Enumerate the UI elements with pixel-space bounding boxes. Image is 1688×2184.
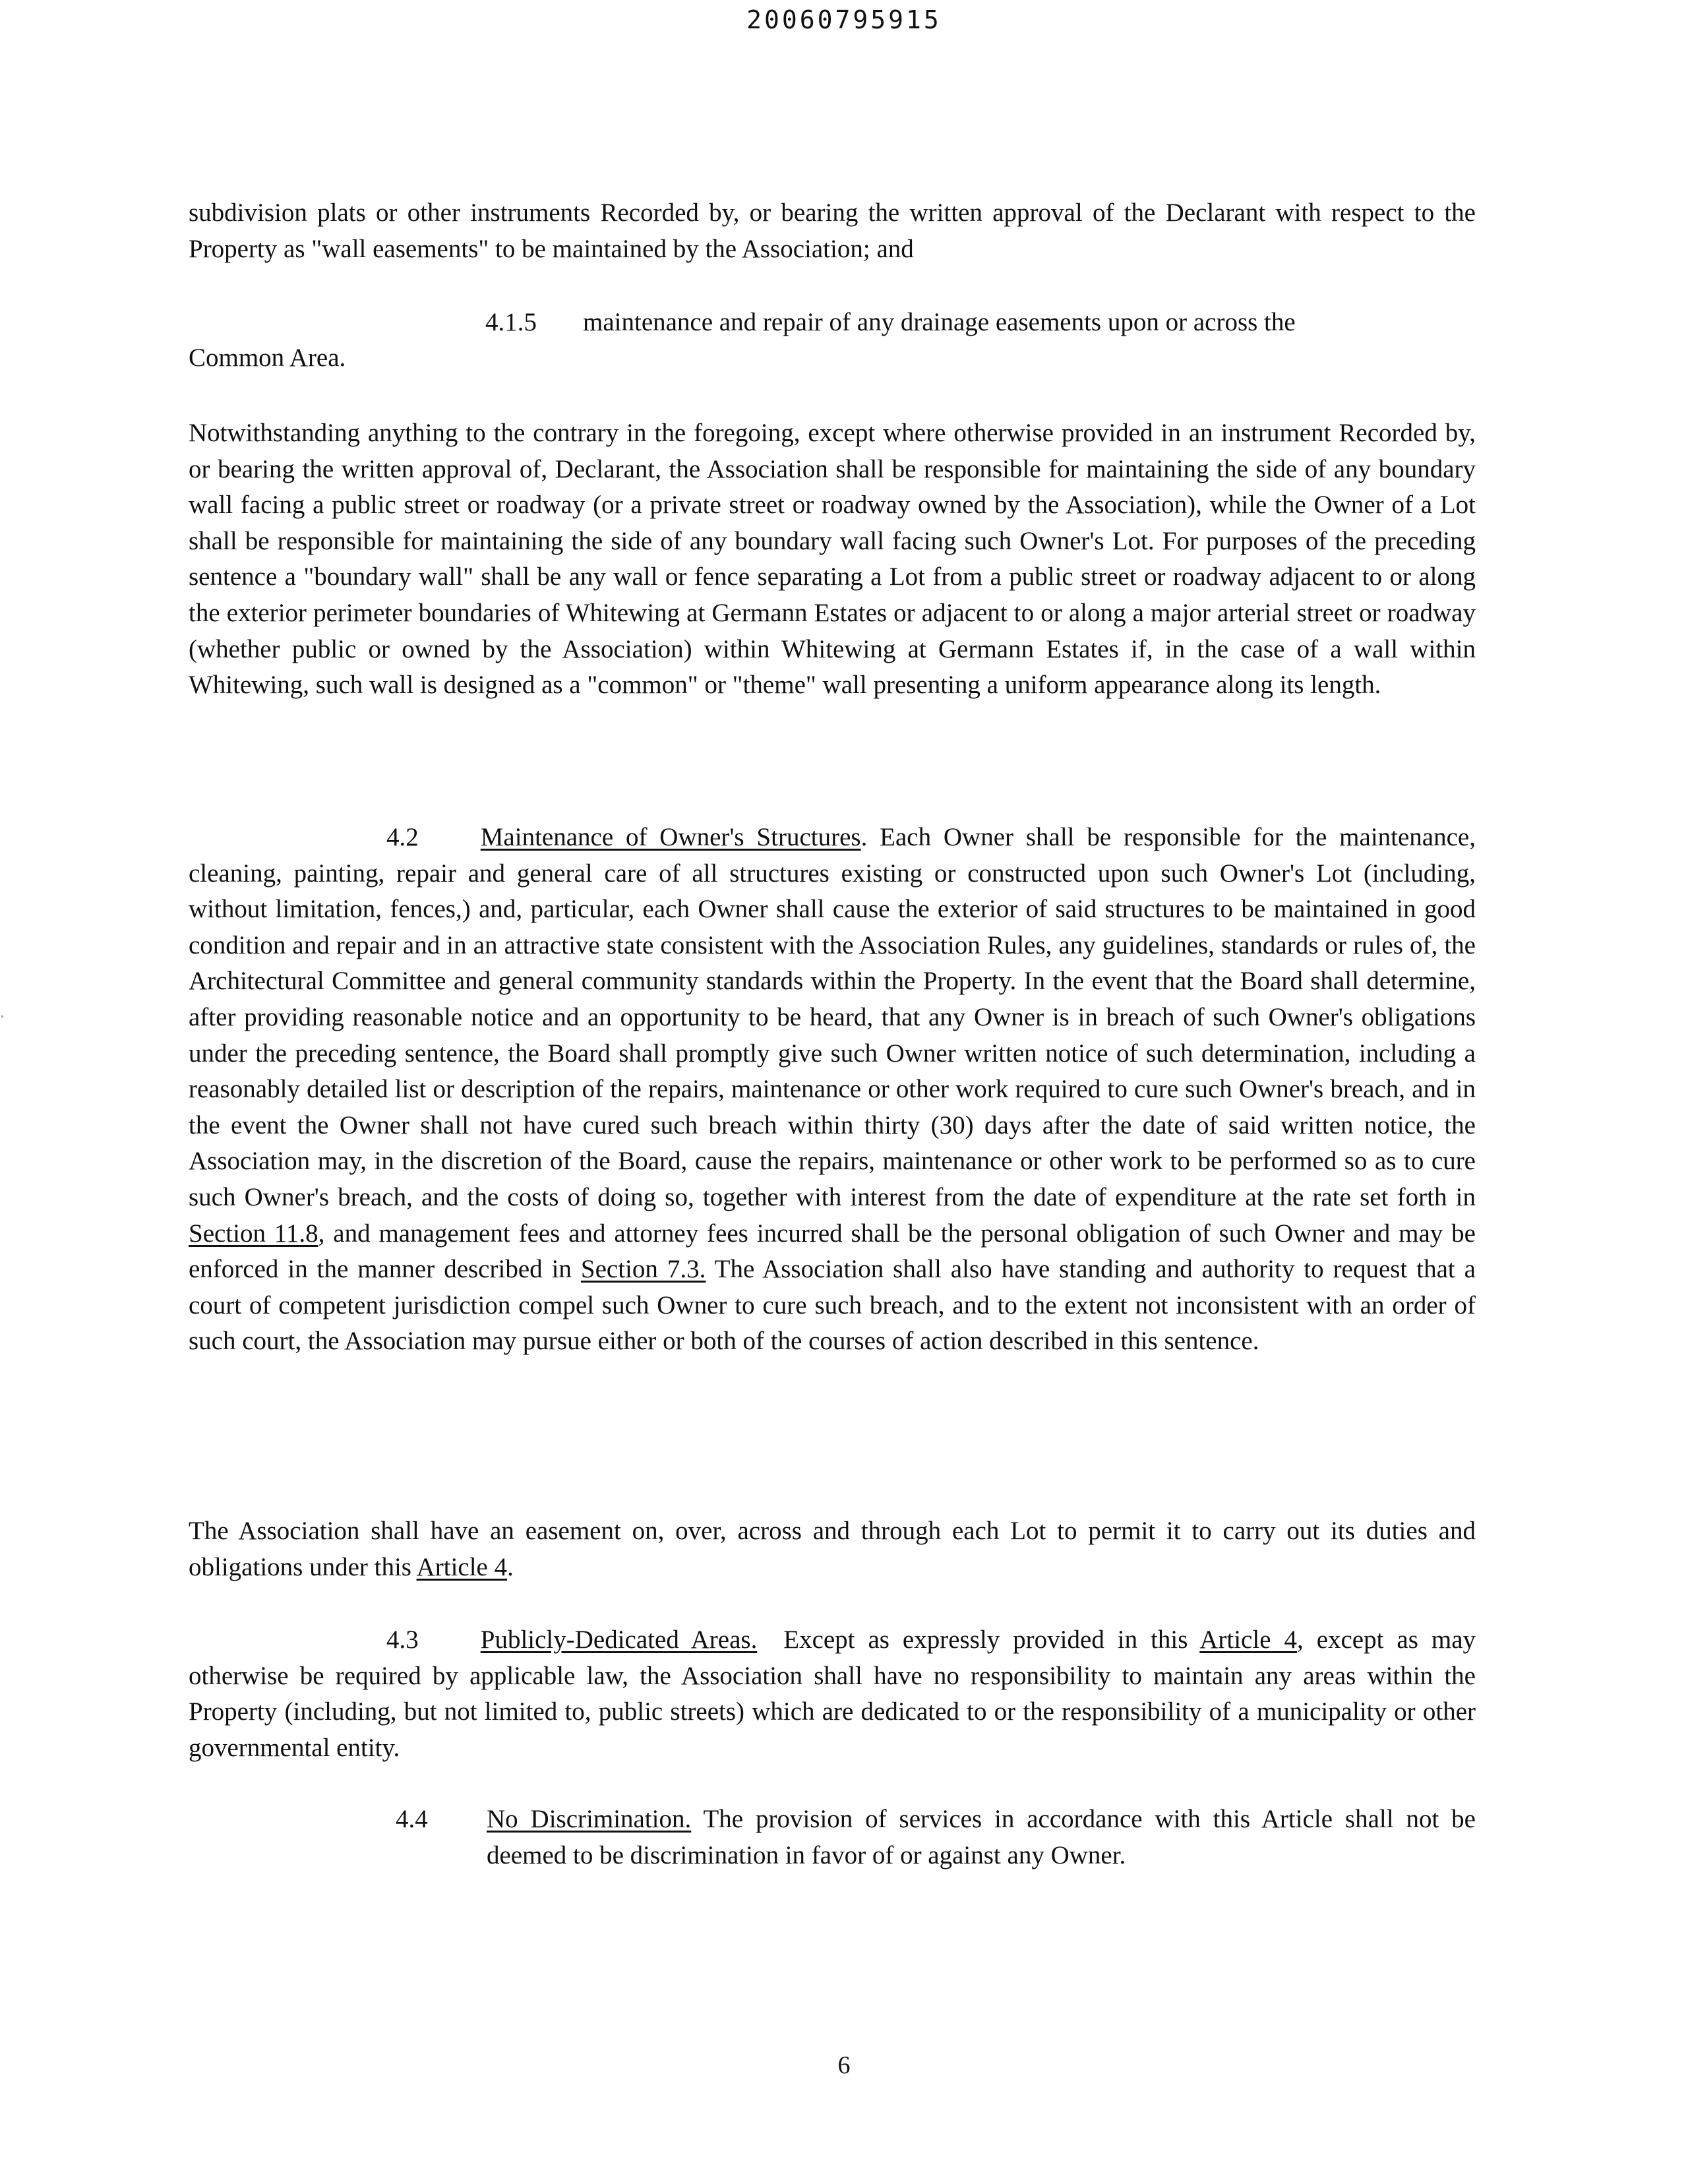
section-text: The provision of services in accordance with this Article shall not be deemed to be discrimination in favor of or against any Owner.: [487, 1805, 1476, 1869]
paragraph-wall-easements: [189, 195, 1476, 267]
section-number: 4.4: [396, 1805, 428, 1833]
section-4-2: [189, 820, 1476, 1360]
article-reference-link: Article 4: [416, 1552, 508, 1581]
page-number: 6: [837, 2051, 851, 2079]
section-heading: No Discrimination.: [487, 1805, 692, 1833]
section-text: maintenance and repair of any drainage easements upon or across the: [583, 308, 1296, 336]
section-text-continuation: Common Area.: [189, 344, 346, 372]
paragraph-easement: [189, 1513, 1476, 1585]
paragraph-text: subdivision plats or other instruments Recorded by, or bearing the written approval of the Declarant with respect to the Property as "wall easements" to be maintained by the Association; and: [189, 198, 1476, 263]
paragraph-text: The Association shall have an easement on, over, across and through each Lot to permit it to carry out its duties and obligations under this: [189, 1517, 1476, 1581]
paragraph-boundary-wall: [189, 415, 1476, 704]
section-4-4: [396, 1802, 1476, 1873]
section-number: 4.3: [386, 1625, 419, 1654]
article-reference-link: Article 4: [1199, 1625, 1297, 1654]
section-reference-link: Section 11.8: [189, 1219, 318, 1248]
paragraph-text: Notwithstanding anything to the contrary in the foregoing, except where otherwise provided in an instrument Recorded by, or bearing the written approval of, Declarant, the Association shall be responsible for maintaining the side of any boundary wall facing a public street or roadway (or a private street or roadway owned by the Association), while the Owner of a Lot shall be responsible for maintaining the side of any boundary wall facing such Owner's Lot. For purposes of the preceding sentence a "boundary wall" shall be any wall or fence separating a Lot from a public street or roadway adjacent to or along the exterior perimeter boundaries of Whitewing at Germann Estates or adjacent to or along a major arterial street or roadway (whether public or owned by the Association) within Whitewing at Germann Estates if, in the case of a wall within Whitewing, such wall is designed as a "common" or "theme" wall presenting a uniform appearance along its length.: [189, 419, 1476, 700]
section-reference-link: Section 7.3.: [580, 1255, 706, 1284]
section-number: 4.2: [386, 823, 419, 851]
section-text: Except as expressly provided in this: [757, 1625, 1200, 1654]
paragraph-text: .: [507, 1552, 514, 1581]
section-number: 4.1.5: [485, 308, 537, 336]
section-heading: Publicly-Dedicated Areas.: [480, 1625, 758, 1654]
section-heading: Maintenance of Owner's Structures: [480, 823, 861, 851]
document-number: 20060795915: [746, 5, 942, 34]
section-text: , except as may otherwise be required by applicable law, the Association shall have no responsibility to maintain any areas within the Property (including, but not limited to, public streets) which are dedicated to or the responsibility of a municipality or other governmental entity.: [189, 1625, 1476, 1762]
section-4-3: [189, 1622, 1476, 1766]
section-text: The Association shall also have standing and authority to request that a court of competent jurisdiction compel such Owner to cure such breach, and to the extent not inconsistent with an order of such court, the Association may pursue either or both of the courses of action described in this sentence.: [189, 1255, 1476, 1356]
section-text: , and management fees and attorney fees incurred shall be the personal obligation of such Owner and may be enforced in the manner described in: [189, 1219, 1476, 1284]
scan-speck: [1, 1016, 3, 1017]
section-text: . Each Owner shall be responsible for the maintenance, cleaning, painting, repair and general care of all structures existing or constructed upon such Owner's Lot (including, without limitation, fences,) and, particular, each Owner shall cause the exterior of said structures to be maintained in good condition and repair and in an attractive state consistent with the Association Rules, any guidelines, standards or rules of, the Architectural Committee and general community standards within the Property. In the event that the Board shall determine, after providing reasonable notice and an opportunity to be heard, that any Owner is in breach of such Owner's obligations under the preceding sentence, the Board shall promptly give such Owner written notice of such determination, including a reasonably detailed list or description of the repairs, maintenance or other work required to cure such Owner's breach, and in the event the Owner shall not have cured such breach within thirty (30) days after the date of said written notice, the Association may, in the discretion of the Board, cause the repairs, maintenance or other work to be performed so as to cure such Owner's breach, and the costs of doing so, together with interest from the date of expenditure at the rate set forth in: [189, 823, 1476, 1211]
